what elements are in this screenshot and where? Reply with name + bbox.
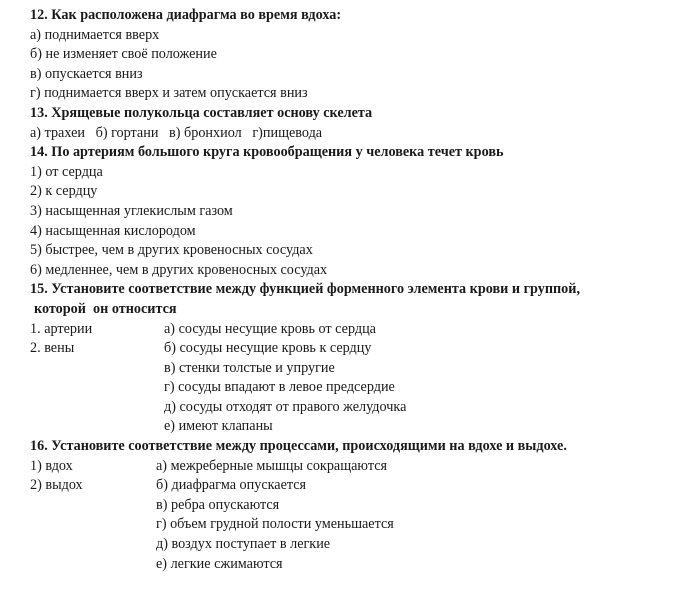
question-16-title: 16. Установите соответствие между процессами, происходящими на вдохе и выдохе. bbox=[30, 438, 567, 455]
q15-right-e: д) сосуды отходят от правого желудочка bbox=[164, 398, 407, 415]
q16-row bbox=[30, 496, 694, 516]
q13-options: а) трахеи б) гортани в) бронхиол г)пищевода bbox=[30, 124, 323, 141]
question-15-title-cont: которой он относится bbox=[34, 300, 177, 317]
q16-right-b: б) диафрагма опускается bbox=[156, 477, 307, 494]
q15-left-1: 1. артерии bbox=[30, 320, 93, 337]
question-12-title: 12. Как расположена диафрагма во время вдоха: bbox=[30, 7, 342, 23]
q16-row bbox=[30, 535, 694, 555]
q16-row bbox=[30, 515, 694, 535]
q16-row bbox=[30, 555, 694, 575]
q15-row bbox=[30, 378, 694, 398]
q14-option-5: 5) быстрее, чем в других кровеносных сосудах bbox=[30, 242, 313, 259]
q15-row bbox=[30, 359, 694, 379]
question-15-title: 15. Установите соответствие между функцией форменного элемента крови и группой, bbox=[30, 281, 580, 298]
q16-right-f: е) легкие сжимаются bbox=[156, 555, 283, 572]
q15-row bbox=[30, 339, 694, 359]
q15-right-a: а) сосуды несущие кровь от сердца bbox=[164, 320, 376, 337]
q15-right-b: б) сосуды несущие кровь к сердцу bbox=[164, 340, 372, 357]
q16-right-a: а) межреберные мышцы сокращаются bbox=[156, 457, 388, 474]
question-14-title: 14. По артериям большого круга кровообращения у человека течет кровь bbox=[30, 144, 504, 161]
q15-row bbox=[30, 417, 694, 437]
q15-right-c: в) стенки толстые и упругие bbox=[164, 359, 335, 376]
q15-row bbox=[30, 398, 694, 418]
q16-row bbox=[30, 476, 694, 496]
q15-left-2: 2. вены bbox=[30, 340, 75, 357]
q16-right-e: д) воздух поступает в легкие bbox=[156, 536, 331, 553]
q16-left-1: 1) вдох bbox=[30, 457, 73, 474]
q14-option-4: 4) насыщенная кислородом bbox=[30, 222, 196, 239]
q12-option-b: б) не изменяет своё положение bbox=[30, 46, 217, 63]
q15-right-f: е) имеют клапаны bbox=[164, 418, 273, 435]
q16-left-2: 2) выдох bbox=[30, 477, 83, 494]
q15-row bbox=[30, 320, 694, 340]
q15-right-d: г) сосуды впадают в левое предсердие bbox=[164, 379, 395, 396]
q14-option-3: 3) насыщенная углекислым газом bbox=[30, 202, 233, 219]
q16-right-d: г) объем грудной полости уменьшается bbox=[156, 516, 394, 533]
q12-option-d: г) поднимается вверх и затем опускается вниз bbox=[30, 85, 308, 102]
q14-option-6: 6) медленнее, чем в других кровеносных сосудах bbox=[30, 261, 328, 278]
q12-option-a: а) поднимается вверх bbox=[30, 26, 160, 43]
q12-option-c: в) опускается вниз bbox=[30, 65, 143, 82]
q14-option-2: 2) к сердцу bbox=[30, 183, 98, 200]
question-13-title: 13. Хрящевые полукольца составляет основу скелета bbox=[30, 104, 373, 121]
q16-right-c: в) ребра опускаются bbox=[156, 496, 280, 513]
q14-option-1: 1) от сердца bbox=[30, 163, 103, 180]
worksheet-page bbox=[30, 6, 694, 574]
q16-row bbox=[30, 457, 694, 477]
